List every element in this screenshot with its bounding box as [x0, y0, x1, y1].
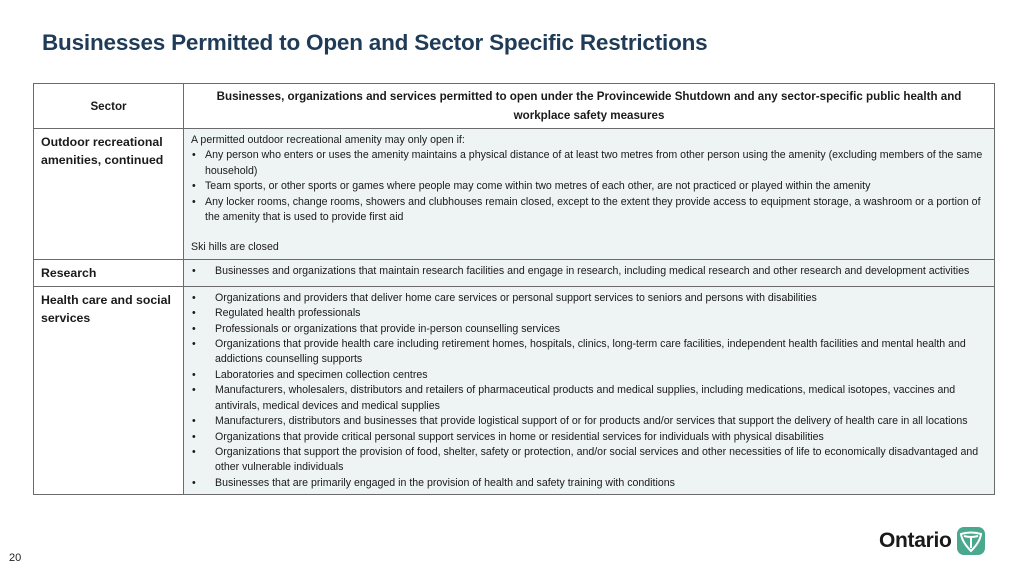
ontario-logo — [879, 526, 986, 556]
table-header-row — [34, 84, 995, 129]
content-cell — [184, 259, 995, 286]
table-row — [34, 259, 995, 286]
list-item: • Organizations that provide critical personal support services in home or residential services for individuals with physical disabilities — [191, 430, 988, 445]
list-item: • Organizations and providers that deliver home care services or personal support services to seniors and persons with disabilities — [191, 291, 988, 306]
list-item: • Businesses and organizations that maintain research facilities and engage in research, including medical research and other research and development activities — [191, 264, 988, 279]
sector-restrictions-table — [33, 83, 995, 495]
sector-cell: Health care and social services — [34, 286, 184, 494]
sector-cell: Outdoor recreational amenities, continued — [34, 129, 184, 260]
list-item: • Organizations that support the provision of food, shelter, safety or protection, and/or social services and other necessities of life to economically disadvantaged and other vulnerable individuals — [191, 445, 988, 476]
list-item: • Regulated health professionals — [191, 306, 988, 321]
bullet-list — [191, 291, 988, 491]
list-item: • Manufacturers, wholesalers, distributors and retailers of pharmaceutical products and medical supplies, including medications, medical isotopes, vaccines and antivirals, medical devices and medical supplies — [191, 383, 988, 414]
list-item: • Manufacturers, distributors and businesses that provide logistical support of or for products and/or services that support the delivery of health care in all locations — [191, 414, 988, 429]
note-text: Ski hills are closed — [191, 241, 279, 254]
sector-cell: Research — [34, 259, 184, 286]
logo-text: Ontario — [879, 529, 952, 552]
list-item: • Any locker rooms, change rooms, showers and clubhouses remain closed, except to the extent they provide access to equipment storage, a washroom or a portion of the amenity that is used to provide first aid — [191, 195, 988, 226]
list-item: • Laboratories and specimen collection centres — [191, 368, 988, 383]
list-item: • Professionals or organizations that provide in-person counselling services — [191, 322, 988, 337]
trillium-icon — [956, 526, 986, 556]
table-row — [34, 286, 995, 494]
content-cell — [184, 286, 995, 494]
bullet-list — [191, 264, 988, 279]
header-sector: Sector — [34, 84, 184, 129]
list-item: • Organizations that provide health care including retirement homes, hospitals, clinics, long-term care facilities, independent health facilities and mental health and addictions counselling supports — [191, 337, 988, 368]
intro-text: A permitted outdoor recreational amenity may only open if: — [191, 134, 465, 146]
page-title: Businesses Permitted to Open and Sector Specific Restrictions — [42, 30, 708, 55]
page-number: 20 — [9, 552, 22, 564]
content-cell — [184, 129, 995, 260]
header-permitted: Businesses, organizations and services permitted to open under the Provincewide Shutdown and any sector-specific public health and workplace safety measures — [184, 84, 995, 129]
table-row — [34, 129, 995, 260]
list-item: • Team sports, or other sports or games where people may come within two metres of each other, are not practiced or played within the amenity — [191, 179, 988, 194]
bullet-list — [191, 148, 988, 225]
list-item: • Any person who enters or uses the amenity maintains a physical distance of at least two metres from other person using the amenity (excluding members of the same household) — [191, 148, 988, 179]
list-item: • Businesses that are primarily engaged in the provision of health and safety training with conditions — [191, 476, 988, 491]
